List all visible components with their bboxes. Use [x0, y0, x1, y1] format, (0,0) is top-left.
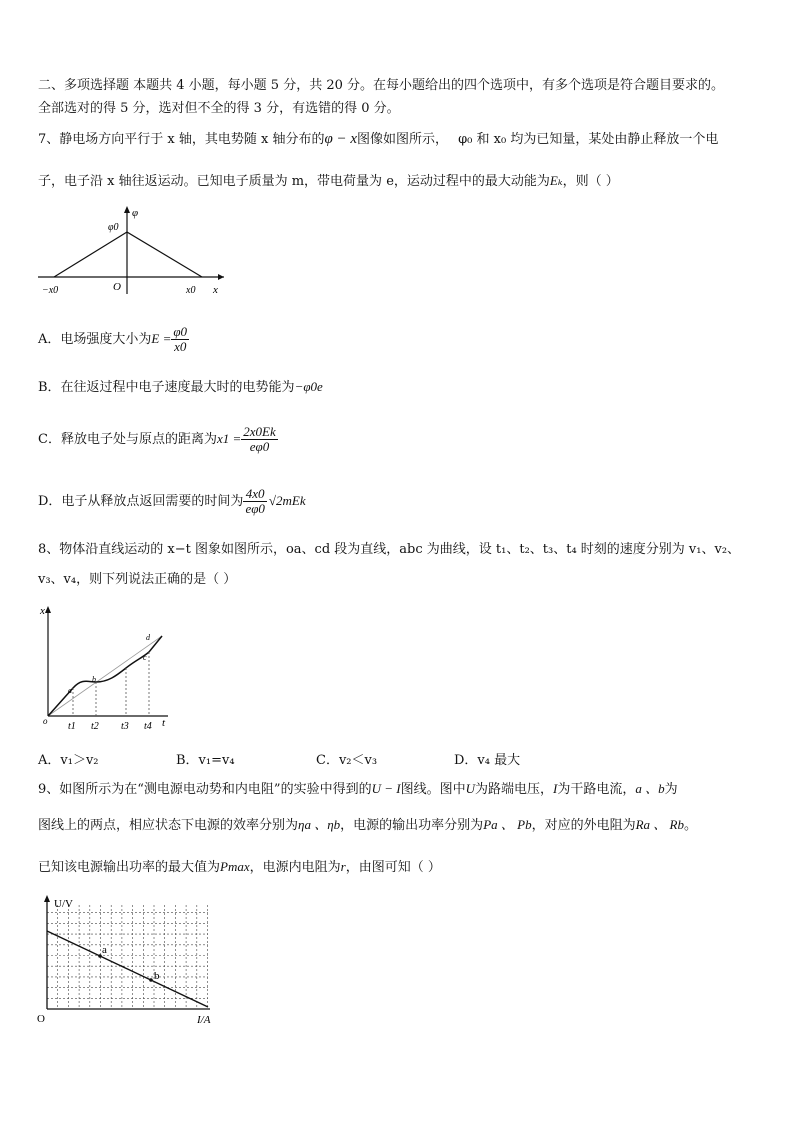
q9-ui-math: U − I — [371, 781, 401, 796]
q7-stem-line1 — [38, 130, 718, 149]
q7-option-b-text: B．在往返过程中电子速度最大时的电势能为 — [38, 380, 295, 395]
section-instructions-line1: 二、多项选择题 本题共 4 小题，每小题 5 分，共 20 分。在每小题给出的四个选项中，有多个选项是符合题目要求的。 — [38, 78, 725, 93]
q7-option-a-text: A．电场强度大小为 — [38, 332, 152, 347]
q9-ab-math: a 、b — [635, 781, 665, 796]
q7-neg-x0-label: −x0 — [42, 285, 59, 296]
q9-stem-line3 — [38, 858, 441, 877]
q7-stem-text: 子，电子沿 x 轴往返运动。已知电子质量为 m，带电荷量为 e，运动过程中的最大动能为 — [38, 174, 550, 189]
q8-stem-line2: v₃、v₄，则下列说法正确的是（ ） — [38, 572, 237, 587]
q9-u-math: U — [465, 781, 475, 796]
q7-stem-text: 图像如图所示， — [357, 132, 449, 147]
q9-eta-math: ηa 、ηb — [298, 817, 341, 832]
q9-stem-text: 。 — [683, 818, 697, 833]
q9-stem-text: 图线上的两点，相应状态下电源的效率分别为 — [38, 818, 299, 833]
q7-option-b — [38, 378, 323, 397]
q9-stem-text: 图线。图中 — [400, 782, 466, 797]
q7-option-a-denominator: x0 — [174, 339, 187, 354]
q7-stem-text: φ₀ 和 x₀ 均为已知量，某处由静止释放一个电 — [458, 132, 719, 147]
q9-stem-text: 9、如图所示为在“测电源电动势和内电阻”的实验中得到的 — [38, 782, 372, 797]
q9-u-axis-arrow — [44, 895, 50, 902]
q8-reference-line — [48, 636, 162, 716]
q7-option-c — [38, 422, 278, 457]
q8-t-label: t — [162, 717, 166, 729]
q7-option-c-fraction — [241, 425, 277, 454]
q8-x-t-figure — [36, 602, 176, 734]
q8-option-b: B．v₁=v₄ — [176, 753, 235, 768]
q9-a-label: a — [102, 944, 107, 956]
q7-option-d-text: D．电子从释放点返回需要的时间为 — [38, 494, 244, 509]
q9-point-b — [149, 978, 153, 982]
q7-x0-label: x0 — [186, 285, 196, 296]
q7-option-c-numerator: 2x0Ek — [243, 424, 276, 439]
q7-stem-text: 7、静电场方向平行于 x 轴，其电势随 x 轴分布的 — [38, 132, 325, 147]
q7-phi-x-math: φ − x — [324, 131, 358, 147]
q8-a-label: a — [68, 686, 72, 695]
q7-right-slope — [127, 232, 202, 277]
q9-ui-line — [47, 931, 208, 1007]
q9-stem-text: 已知该电源输出功率的最大值为 — [38, 860, 221, 875]
q9-stem-text: ，电源内电阻为 — [249, 860, 341, 875]
q7-stem-text: ，则（ ） — [562, 174, 619, 189]
q8-o-label: o — [43, 716, 48, 726]
q9-u-i-figure — [34, 893, 224, 1028]
q8-b-label: b — [92, 675, 96, 684]
q8-options-row — [38, 749, 520, 768]
q9-pmax-math: Pmax — [220, 859, 250, 874]
q7-option-c-denominator: eφ0 — [249, 439, 270, 454]
q7-phi0-label: φ0 — [108, 222, 119, 233]
q8-t4-label: t4 — [144, 721, 152, 732]
q7-option-a-numerator: φ0 — [173, 324, 188, 339]
q8-stem-line1: 8、物体沿直线运动的 x−t 图象如图所示，oa、cd 段为直线，abc 为曲线，设 t₁、t₂、t₃、t₄ 时刻的速度分别为 v₁、v₂、 — [38, 542, 741, 557]
q9-r-math: r — [340, 859, 346, 874]
q8-x-axis-arrow — [45, 606, 51, 613]
q7-option-c-lhs: x1 = — [216, 431, 242, 446]
q8-x-label: x — [40, 605, 45, 617]
q9-i-label: I/A — [197, 1014, 211, 1026]
q8-c-label: c — [143, 653, 147, 662]
q7-ek-math: Eₖ — [549, 173, 563, 188]
q9-stem-text: 为干路电流， — [557, 782, 636, 797]
q7-option-d-sqrt: √2mEk — [268, 493, 306, 508]
q8-option-c: C．v₂＜v₃ — [316, 753, 378, 768]
q7-stem-line2 — [38, 172, 619, 191]
section-instructions-line2: 全部选对的得 5 分，选对但不全的得 3 分，有选错的得 0 分。 — [38, 101, 400, 116]
q9-dashed-grid — [47, 905, 208, 1009]
q7-option-a-lhs: E = — [151, 331, 172, 346]
q7-option-a-fraction — [171, 325, 189, 354]
q8-t2-label: t2 — [91, 721, 99, 732]
q7-phi-axis-arrow — [124, 206, 130, 213]
q8-t3-label: t3 — [121, 721, 129, 732]
q9-i-math: I — [553, 781, 558, 796]
q9-stem-text: ，对应的外电阻为 — [531, 818, 636, 833]
q7-x-label: x — [213, 284, 218, 296]
q9-stem-line1 — [38, 780, 678, 799]
q7-option-d-numerator: 4x0 — [243, 487, 266, 502]
q7-left-slope — [54, 232, 127, 277]
q7-option-b-math: −φ0e — [294, 379, 323, 394]
q7-option-c-text: C．释放电子处与原点的距离为 — [38, 432, 217, 447]
q9-power-math: Pa 、 Pb — [483, 817, 532, 832]
q9-o-label: O — [37, 1013, 45, 1025]
q8-t1-label: t1 — [68, 721, 76, 732]
q7-option-d-fraction — [243, 487, 266, 516]
q9-stem-text: 为 — [664, 782, 678, 797]
q7-origin-label: O — [113, 281, 121, 293]
q7-option-a — [38, 324, 189, 355]
q9-stem-text: 为路端电压， — [474, 782, 553, 797]
q7-phi-label: φ — [132, 207, 139, 219]
q7-phi-x-figure — [34, 204, 229, 300]
q7-x-axis-arrow — [218, 274, 224, 280]
q9-b-label: b — [154, 970, 160, 982]
q9-stem-text: ，由图可知（ ） — [345, 860, 441, 875]
q9-stem-text: ，电源的输出功率分别为 — [340, 818, 484, 833]
q7-option-d-denominator: eφ0 — [245, 501, 265, 516]
q8-option-d: D．v₄ 最大 — [454, 753, 521, 768]
q9-resistance-math: Ra 、 Rb — [635, 817, 684, 832]
q8-d-label: d — [146, 633, 150, 642]
q8-option-a: A．v₁＞v₂ — [38, 753, 99, 768]
q9-stem-line2 — [38, 816, 697, 835]
q9-u-label: U/V — [54, 898, 73, 910]
q7-option-d — [38, 484, 306, 519]
